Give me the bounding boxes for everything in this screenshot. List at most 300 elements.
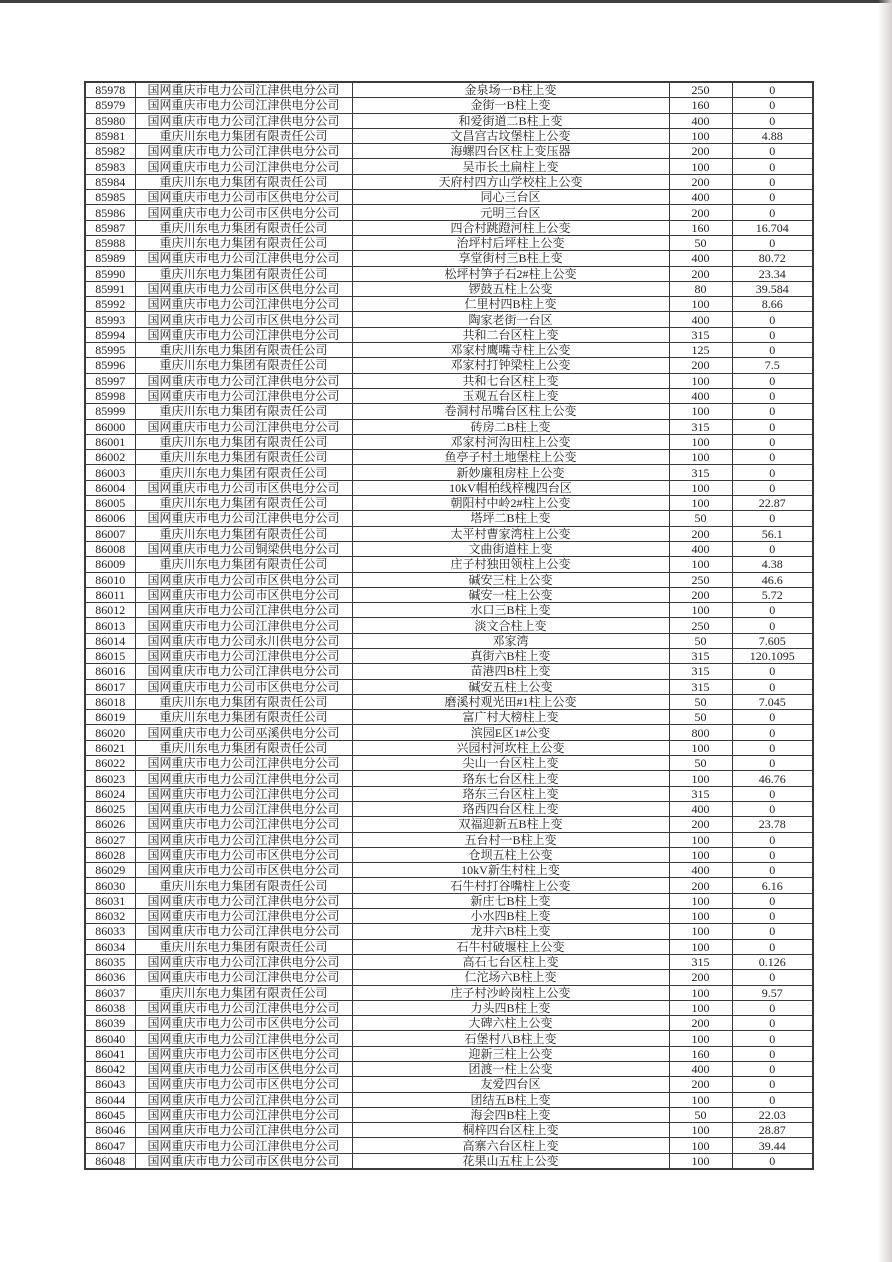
- cell-capacity: 100: [669, 1153, 732, 1169]
- cell-value: 5.72: [732, 587, 813, 602]
- cell-capacity: 250: [669, 82, 732, 98]
- table-row: [85, 1046, 813, 1061]
- cell-value: 6.16: [732, 878, 813, 893]
- table-row: [85, 633, 813, 648]
- cell-capacity: 200: [669, 205, 732, 220]
- cell-capacity: 400: [669, 863, 732, 878]
- cell-capacity: 50: [669, 1107, 732, 1122]
- cell-company: 重庆川东电力集团有限责任公司: [135, 878, 352, 893]
- cell-value: 0: [732, 847, 813, 862]
- table-row: [85, 159, 813, 174]
- cell-station-name: 太平村曹家湾柱上公变: [352, 526, 669, 541]
- cell-value: 7.5: [732, 358, 813, 373]
- cell-capacity: 400: [669, 113, 732, 128]
- cell-value: 0: [732, 450, 813, 465]
- cell-value: 9.57: [732, 985, 813, 1000]
- cell-value: 0: [732, 801, 813, 816]
- cell-company: 国网重庆市电力公司江津供电分公司: [135, 1138, 352, 1153]
- table-row: [85, 450, 813, 465]
- table-row: [85, 220, 813, 235]
- scan-right-edge-shadow: [878, 0, 892, 1262]
- cell-value: 0: [732, 312, 813, 327]
- cell-station-name: 大碑六柱上公变: [352, 1016, 669, 1031]
- cell-value: 4.38: [732, 557, 813, 572]
- cell-value: 0: [732, 419, 813, 434]
- cell-company: 国网重庆市电力公司巫溪供电分公司: [135, 725, 352, 740]
- cell-capacity: 100: [669, 557, 732, 572]
- cell-capacity: 200: [669, 144, 732, 159]
- cell-record-id: 86039: [85, 1016, 135, 1031]
- table-row: [85, 756, 813, 771]
- cell-company: 重庆川东电力集团有限责任公司: [135, 496, 352, 511]
- cell-record-id: 85990: [85, 266, 135, 281]
- cell-value: 39.584: [732, 281, 813, 296]
- cell-station-name: 共和二台区柱上变: [352, 327, 669, 342]
- cell-station-name: 真街六B柱上变: [352, 648, 669, 663]
- cell-capacity: 315: [669, 954, 732, 969]
- cell-value: 23.34: [732, 266, 813, 281]
- cell-record-id: 86008: [85, 541, 135, 556]
- cell-value: 0: [732, 343, 813, 358]
- cell-capacity: 100: [669, 893, 732, 908]
- cell-value: 0: [732, 970, 813, 985]
- cell-record-id: 86036: [85, 970, 135, 985]
- table-row: [85, 541, 813, 556]
- cell-company: 国网重庆市电力公司江津供电分公司: [135, 113, 352, 128]
- cell-company: 国网重庆市电力公司江津供电分公司: [135, 388, 352, 403]
- cell-record-id: 86040: [85, 1031, 135, 1046]
- cell-record-id: 86001: [85, 434, 135, 449]
- cell-station-name: 苗港四B柱上变: [352, 664, 669, 679]
- cell-station-name: 陶家老街一台区: [352, 312, 669, 327]
- cell-company: 国网重庆市电力公司市区供电分公司: [135, 863, 352, 878]
- table-row: [85, 679, 813, 694]
- table-row: [85, 801, 813, 816]
- table-row: [85, 557, 813, 572]
- cell-record-id: 86006: [85, 511, 135, 526]
- cell-value: 0: [732, 1031, 813, 1046]
- cell-value: 22.03: [732, 1107, 813, 1122]
- cell-value: 0: [732, 98, 813, 113]
- cell-value: 8.66: [732, 297, 813, 312]
- cell-record-id: 86044: [85, 1092, 135, 1107]
- cell-record-id: 85998: [85, 388, 135, 403]
- table-row: [85, 312, 813, 327]
- cell-company: 重庆川东电力集团有限责任公司: [135, 740, 352, 755]
- cell-company: 重庆川东电力集团有限责任公司: [135, 220, 352, 235]
- cell-company: 重庆川东电力集团有限责任公司: [135, 174, 352, 189]
- cell-value: 0: [732, 113, 813, 128]
- table-body: [85, 82, 813, 1169]
- cell-record-id: 86032: [85, 909, 135, 924]
- cell-value: 7.605: [732, 633, 813, 648]
- cell-record-id: 85994: [85, 327, 135, 342]
- table-row: [85, 1123, 813, 1138]
- cell-company: 国网重庆市电力公司江津供电分公司: [135, 893, 352, 908]
- table-row: [85, 572, 813, 587]
- cell-company: 重庆川东电力集团有限责任公司: [135, 235, 352, 250]
- cell-record-id: 86013: [85, 618, 135, 633]
- cell-value: 0: [732, 373, 813, 388]
- table-row: [85, 924, 813, 939]
- table-row: [85, 266, 813, 281]
- table-row: [85, 404, 813, 419]
- cell-record-id: 86011: [85, 587, 135, 602]
- cell-record-id: 85995: [85, 343, 135, 358]
- cell-record-id: 86012: [85, 603, 135, 618]
- cell-station-name: 碱安一柱上公变: [352, 587, 669, 602]
- table-row: [85, 327, 813, 342]
- cell-capacity: 125: [669, 343, 732, 358]
- cell-value: 0: [732, 82, 813, 98]
- cell-value: 0: [732, 1153, 813, 1169]
- cell-record-id: 86048: [85, 1153, 135, 1169]
- cell-company: 重庆川东电力集团有限责任公司: [135, 526, 352, 541]
- cell-record-id: 86017: [85, 679, 135, 694]
- cell-company: 国网重庆市电力公司市区供电分公司: [135, 281, 352, 296]
- cell-capacity: 100: [669, 832, 732, 847]
- cell-station-name: 仁沱场六B柱上变: [352, 970, 669, 985]
- table-row: [85, 1000, 813, 1015]
- table-row: [85, 618, 813, 633]
- cell-station-name: 锣鼓五柱上公变: [352, 281, 669, 296]
- table-row: [85, 235, 813, 250]
- table-row: [85, 128, 813, 143]
- cell-value: 46.76: [732, 771, 813, 786]
- cell-record-id: 85985: [85, 190, 135, 205]
- cell-company: 国网重庆市电力公司江津供电分公司: [135, 1107, 352, 1122]
- cell-value: 0: [732, 832, 813, 847]
- cell-capacity: 100: [669, 1123, 732, 1138]
- cell-value: 0: [732, 465, 813, 480]
- cell-capacity: 100: [669, 159, 732, 174]
- cell-value: 22.87: [732, 496, 813, 511]
- cell-value: 39.44: [732, 1138, 813, 1153]
- cell-station-name: 邓家村鹰嘴寺柱上公变: [352, 343, 669, 358]
- cell-station-name: 松坪村笋子石2#柱上公变: [352, 266, 669, 281]
- power-station-table: [84, 81, 814, 1170]
- cell-company: 国网重庆市电力公司江津供电分公司: [135, 786, 352, 801]
- table-row: [85, 847, 813, 862]
- table-row: [85, 694, 813, 709]
- cell-capacity: 200: [669, 1077, 732, 1092]
- cell-station-name: 仓坝五柱上公变: [352, 847, 669, 862]
- cell-capacity: 315: [669, 327, 732, 342]
- cell-record-id: 86033: [85, 924, 135, 939]
- cell-value: 46.6: [732, 572, 813, 587]
- cell-company: 重庆川东电力集团有限责任公司: [135, 434, 352, 449]
- cell-value: 0: [732, 1092, 813, 1107]
- cell-capacity: 160: [669, 1046, 732, 1061]
- cell-record-id: 86022: [85, 756, 135, 771]
- cell-record-id: 86007: [85, 526, 135, 541]
- cell-company: 国网重庆市电力公司江津供电分公司: [135, 419, 352, 434]
- cell-station-name: 尖山一台区柱上变: [352, 756, 669, 771]
- cell-company: 国网重庆市电力公司江津供电分公司: [135, 603, 352, 618]
- cell-record-id: 85986: [85, 205, 135, 220]
- cell-record-id: 86030: [85, 878, 135, 893]
- cell-record-id: 85978: [85, 82, 135, 98]
- cell-station-name: 海螺四台区柱上变压器: [352, 144, 669, 159]
- cell-capacity: 400: [669, 388, 732, 403]
- cell-company: 重庆川东电力集团有限责任公司: [135, 343, 352, 358]
- cell-station-name: 卷洞村吊嘴台区柱上公变: [352, 404, 669, 419]
- cell-value: 0: [732, 144, 813, 159]
- cell-station-name: 海会四B柱上变: [352, 1107, 669, 1122]
- cell-value: 0: [732, 1077, 813, 1092]
- cell-station-name: 仁里村四B柱上变: [352, 297, 669, 312]
- table-row: [85, 98, 813, 113]
- table-row: [85, 939, 813, 954]
- cell-station-name: 新妙廉租房柱上公变: [352, 465, 669, 480]
- cell-company: 国网重庆市电力公司市区供电分公司: [135, 190, 352, 205]
- cell-value: 4.88: [732, 128, 813, 143]
- table-row: [85, 771, 813, 786]
- cell-capacity: 200: [669, 587, 732, 602]
- cell-company: 国网重庆市电力公司江津供电分公司: [135, 771, 352, 786]
- cell-company: 国网重庆市电力公司江津供电分公司: [135, 618, 352, 633]
- cell-station-name: 团渡一柱上公变: [352, 1062, 669, 1077]
- cell-capacity: 100: [669, 1031, 732, 1046]
- cell-record-id: 85981: [85, 128, 135, 143]
- cell-value: 56.1: [732, 526, 813, 541]
- cell-capacity: 315: [669, 664, 732, 679]
- cell-record-id: 86019: [85, 710, 135, 725]
- cell-value: 23.78: [732, 817, 813, 832]
- cell-company: 国网重庆市电力公司江津供电分公司: [135, 664, 352, 679]
- cell-capacity: 100: [669, 480, 732, 495]
- cell-capacity: 200: [669, 174, 732, 189]
- cell-company: 重庆川东电力集团有限责任公司: [135, 985, 352, 1000]
- cell-value: 0: [732, 205, 813, 220]
- cell-value: 0: [732, 603, 813, 618]
- cell-value: 0: [732, 480, 813, 495]
- cell-company: 国网重庆市电力公司市区供电分公司: [135, 480, 352, 495]
- table-row: [85, 1153, 813, 1169]
- cell-capacity: 250: [669, 572, 732, 587]
- cell-station-name: 小水四B柱上变: [352, 909, 669, 924]
- cell-company: 重庆川东电力集团有限责任公司: [135, 450, 352, 465]
- cell-station-name: 龙井六B柱上变: [352, 924, 669, 939]
- cell-station-name: 石堡村八B柱上变: [352, 1031, 669, 1046]
- cell-company: 国网重庆市电力公司永川供电分公司: [135, 633, 352, 648]
- table-row: [85, 863, 813, 878]
- cell-value: 0: [732, 939, 813, 954]
- cell-station-name: 珞西四台区柱上变: [352, 801, 669, 816]
- cell-record-id: 86014: [85, 633, 135, 648]
- table-row: [85, 281, 813, 296]
- cell-station-name: 共和七台区柱上变: [352, 373, 669, 388]
- cell-capacity: 200: [669, 526, 732, 541]
- cell-record-id: 85992: [85, 297, 135, 312]
- cell-record-id: 86003: [85, 465, 135, 480]
- table-row: [85, 297, 813, 312]
- cell-capacity: 400: [669, 312, 732, 327]
- cell-capacity: 400: [669, 251, 732, 266]
- table-row: [85, 144, 813, 159]
- cell-company: 国网重庆市电力公司江津供电分公司: [135, 817, 352, 832]
- cell-company: 国网重庆市电力公司江津供电分公司: [135, 1031, 352, 1046]
- cell-value: 0: [732, 327, 813, 342]
- cell-station-name: 玉观五台区柱上变: [352, 388, 669, 403]
- table-row: [85, 373, 813, 388]
- table-row: [85, 343, 813, 358]
- table-row: [85, 113, 813, 128]
- cell-capacity: 80: [669, 281, 732, 296]
- cell-record-id: 86038: [85, 1000, 135, 1015]
- cell-capacity: 50: [669, 694, 732, 709]
- cell-record-id: 85980: [85, 113, 135, 128]
- cell-station-name: 新庄七B柱上变: [352, 893, 669, 908]
- cell-value: 16.704: [732, 220, 813, 235]
- cell-record-id: 85991: [85, 281, 135, 296]
- cell-station-name: 珞东七台区柱上变: [352, 771, 669, 786]
- cell-record-id: 86026: [85, 817, 135, 832]
- cell-station-name: 珞东三台区柱上变: [352, 786, 669, 801]
- cell-company: 国网重庆市电力公司市区供电分公司: [135, 1077, 352, 1092]
- cell-capacity: 100: [669, 939, 732, 954]
- cell-station-name: 邓家湾: [352, 633, 669, 648]
- cell-value: 0: [732, 786, 813, 801]
- cell-company: 重庆川东电力集团有限责任公司: [135, 404, 352, 419]
- table-row: [85, 388, 813, 403]
- cell-value: 0: [732, 388, 813, 403]
- cell-company: 国网重庆市电力公司江津供电分公司: [135, 159, 352, 174]
- cell-company: 国网重庆市电力公司市区供电分公司: [135, 572, 352, 587]
- cell-value: 0: [732, 863, 813, 878]
- table-row: [85, 1062, 813, 1077]
- cell-record-id: 86037: [85, 985, 135, 1000]
- cell-value: 0: [732, 159, 813, 174]
- cell-record-id: 86002: [85, 450, 135, 465]
- cell-record-id: 85997: [85, 373, 135, 388]
- cell-record-id: 86042: [85, 1062, 135, 1077]
- table-row: [85, 480, 813, 495]
- cell-company: 国网重庆市电力公司市区供电分公司: [135, 679, 352, 694]
- cell-record-id: 86018: [85, 694, 135, 709]
- table-row: [85, 205, 813, 220]
- cell-capacity: 200: [669, 970, 732, 985]
- cell-record-id: 85984: [85, 174, 135, 189]
- cell-station-name: 金泉场一B柱上变: [352, 82, 669, 98]
- cell-capacity: 160: [669, 98, 732, 113]
- cell-company: 重庆川东电力集团有限责任公司: [135, 694, 352, 709]
- cell-capacity: 100: [669, 434, 732, 449]
- cell-station-name: 四合村跳蹬河柱上公变: [352, 220, 669, 235]
- table-row: [85, 1077, 813, 1092]
- table-row: [85, 434, 813, 449]
- table-row: [85, 251, 813, 266]
- cell-capacity: 100: [669, 373, 732, 388]
- cell-record-id: 85993: [85, 312, 135, 327]
- cell-station-name: 花果山五柱上公变: [352, 1153, 669, 1169]
- cell-value: 0: [732, 710, 813, 725]
- cell-station-name: 庄子村沙岭岗柱上公变: [352, 985, 669, 1000]
- cell-value: 0: [732, 235, 813, 250]
- cell-station-name: 享堂街村三B柱上变: [352, 251, 669, 266]
- cell-company: 国网重庆市电力公司市区供电分公司: [135, 847, 352, 862]
- cell-record-id: 85996: [85, 358, 135, 373]
- cell-company: 国网重庆市电力公司江津供电分公司: [135, 98, 352, 113]
- cell-value: 0: [732, 174, 813, 189]
- cell-record-id: 85987: [85, 220, 135, 235]
- table-row: [85, 496, 813, 511]
- cell-record-id: 86045: [85, 1107, 135, 1122]
- cell-value: 0: [732, 618, 813, 633]
- cell-value: 0: [732, 511, 813, 526]
- cell-station-name: 兴园村河坎柱上公变: [352, 740, 669, 755]
- cell-company: 国网重庆市电力公司市区供电分公司: [135, 312, 352, 327]
- cell-record-id: 86021: [85, 740, 135, 755]
- cell-value: 0: [732, 434, 813, 449]
- cell-company: 国网重庆市电力公司市区供电分公司: [135, 205, 352, 220]
- table-row: [85, 526, 813, 541]
- cell-station-name: 淡文合柱上变: [352, 618, 669, 633]
- cell-record-id: 86000: [85, 419, 135, 434]
- cell-record-id: 86029: [85, 863, 135, 878]
- cell-value: 0: [732, 893, 813, 908]
- cell-record-id: 86004: [85, 480, 135, 495]
- cell-company: 国网重庆市电力公司市区供电分公司: [135, 1016, 352, 1031]
- cell-capacity: 50: [669, 710, 732, 725]
- cell-record-id: 85982: [85, 144, 135, 159]
- table-row: [85, 82, 813, 98]
- cell-station-name: 10kV帽柏线梓槐四台区: [352, 480, 669, 495]
- cell-company: 重庆川东电力集团有限责任公司: [135, 358, 352, 373]
- table-row: [85, 648, 813, 663]
- cell-value: 0: [732, 740, 813, 755]
- cell-record-id: 85979: [85, 98, 135, 113]
- cell-company: 国网重庆市电力公司江津供电分公司: [135, 251, 352, 266]
- cell-station-name: 碱安三柱上公变: [352, 572, 669, 587]
- cell-record-id: 86035: [85, 954, 135, 969]
- table-row: [85, 1107, 813, 1122]
- cell-capacity: 100: [669, 771, 732, 786]
- cell-station-name: 塔坪二B柱上变: [352, 511, 669, 526]
- cell-record-id: 85988: [85, 235, 135, 250]
- cell-company: 国网重庆市电力公司江津供电分公司: [135, 297, 352, 312]
- table-row: [85, 832, 813, 847]
- cell-company: 国网重庆市电力公司铜梁供电分公司: [135, 541, 352, 556]
- cell-company: 国网重庆市电力公司江津供电分公司: [135, 511, 352, 526]
- cell-station-name: 滨园E区1#公变: [352, 725, 669, 740]
- cell-value: 0: [732, 541, 813, 556]
- cell-station-name: 砖房二B柱上变: [352, 419, 669, 434]
- cell-capacity: 200: [669, 358, 732, 373]
- cell-station-name: 桐梓四台区柱上变: [352, 1123, 669, 1138]
- cell-capacity: 400: [669, 801, 732, 816]
- cell-capacity: 100: [669, 740, 732, 755]
- cell-value: 0: [732, 725, 813, 740]
- cell-record-id: 86023: [85, 771, 135, 786]
- table-row: [85, 174, 813, 189]
- cell-company: 国网重庆市电力公司江津供电分公司: [135, 832, 352, 847]
- cell-record-id: 86041: [85, 1046, 135, 1061]
- cell-company: 国网重庆市电力公司市区供电分公司: [135, 1062, 352, 1077]
- cell-station-name: 和爱街道二B柱上变: [352, 113, 669, 128]
- cell-value: 0: [732, 756, 813, 771]
- cell-value: 0: [732, 924, 813, 939]
- cell-station-name: 富广村大榜柱上变: [352, 710, 669, 725]
- cell-capacity: 400: [669, 541, 732, 556]
- cell-station-name: 天府村四方山学校柱上公变: [352, 174, 669, 189]
- cell-company: 国网重庆市电力公司江津供电分公司: [135, 924, 352, 939]
- cell-record-id: 86015: [85, 648, 135, 663]
- cell-record-id: 86027: [85, 832, 135, 847]
- cell-capacity: 400: [669, 190, 732, 205]
- table-row: [85, 786, 813, 801]
- table-row: [85, 985, 813, 1000]
